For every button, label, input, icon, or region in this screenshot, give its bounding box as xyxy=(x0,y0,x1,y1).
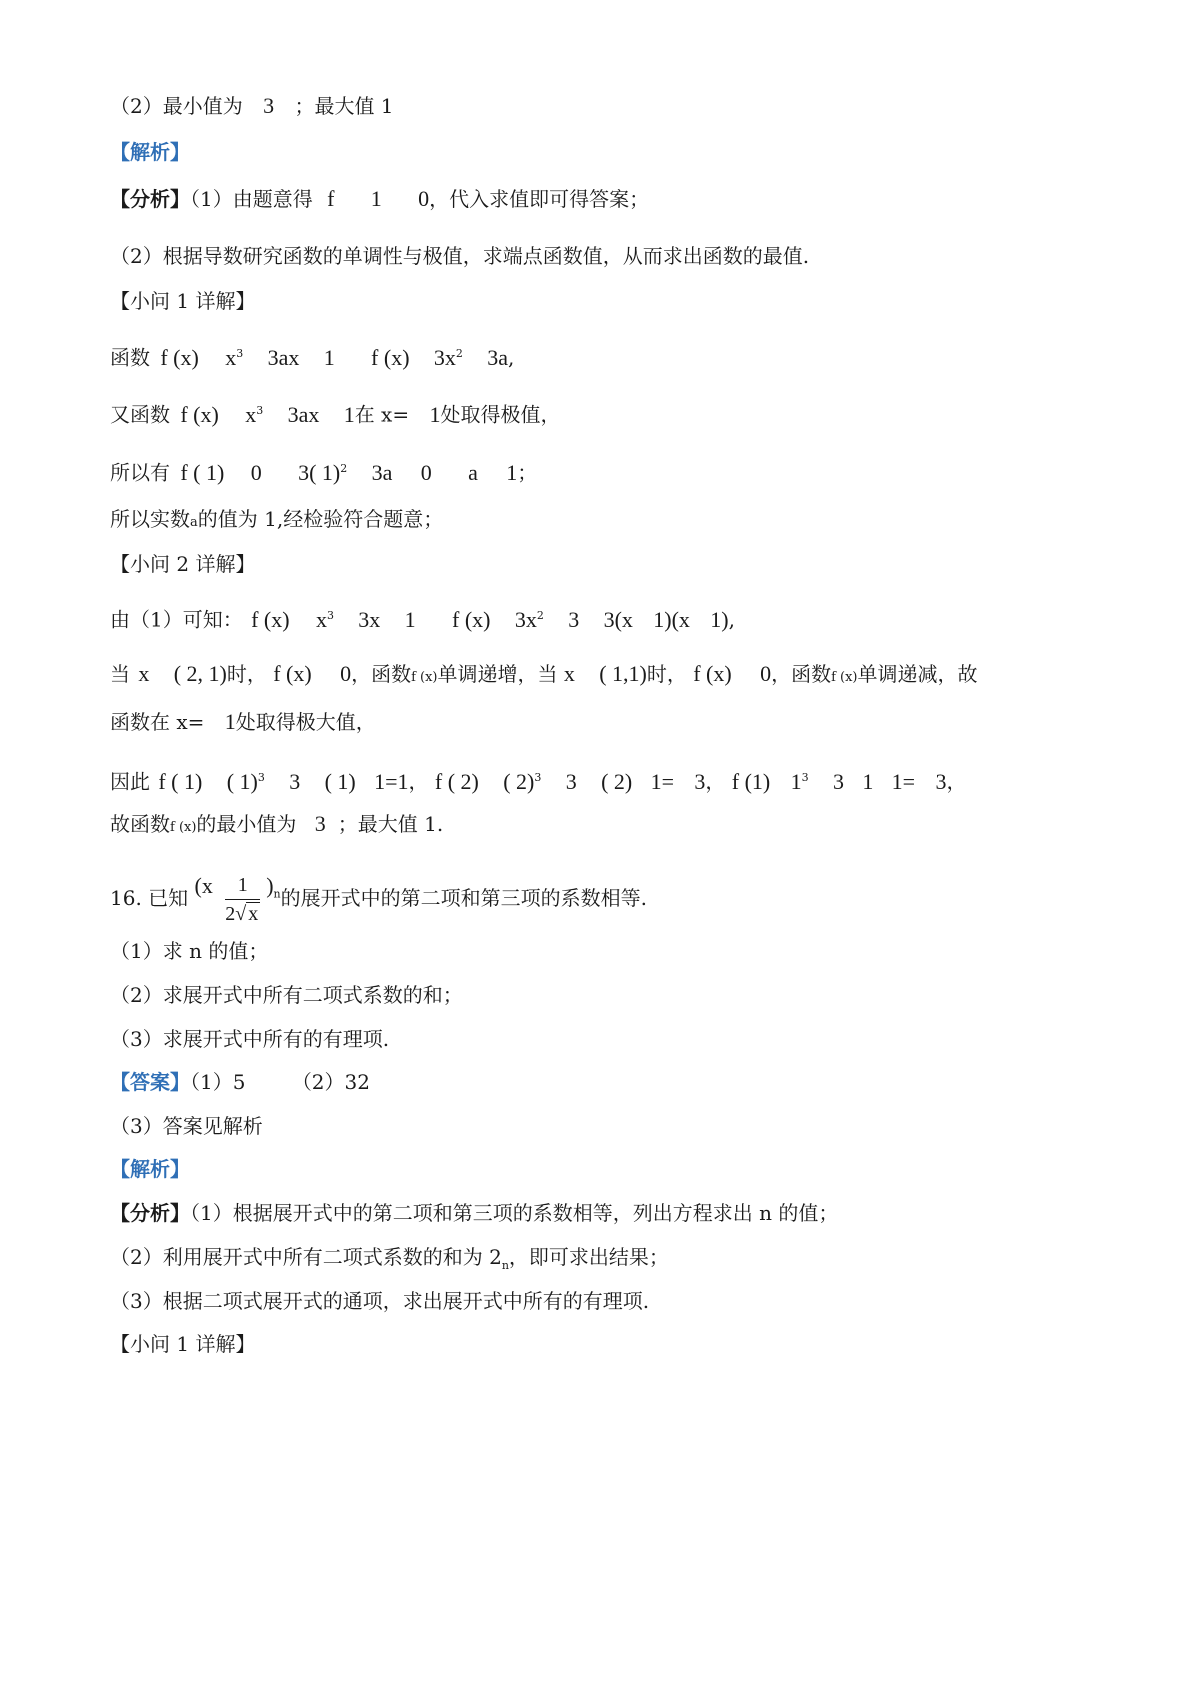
subq2-heading: 【小问 2 详解】 xyxy=(110,552,256,576)
sqrt-icon: √ xyxy=(235,903,247,925)
analysis-line-1: 【分析】（1）由题意得 f 1 0，代入求值即可得答案； xyxy=(110,186,650,211)
solution-line-1: 函数 f (x) $x^3$ 3ax 1 f (x) $3x^2$ 3a, xyxy=(110,344,515,370)
analysis2-line-2: （2）利用展开式中所有二项式系数的和为 $2_n$，即可求出结果； xyxy=(110,1245,669,1272)
problem-16: 16. 已知 (x $\frac{1}{2√ x}$ )$^n$的展开式中的第二项和第三项的系数相等. xyxy=(110,873,647,925)
solution2-line-5: 故函数f (x)的最小值为 3 ；最大值 1. xyxy=(110,811,444,836)
analysis-line-2: （2）根据导数研究函数的单调性与极值，求端点函数值，从而求出函数的最值. xyxy=(110,244,810,268)
question-1: （1）求 n 的值； xyxy=(110,939,269,963)
analysis2-line-3: （3）根据二项式展开式的通项，求出展开式中所有的有理项. xyxy=(110,1289,650,1313)
solution-line-3: 所以有 f ( 1) 0 3( 1)$^2$ 3a 0 a 1； xyxy=(110,459,538,485)
analysis2-line-1: 【分析】（1）根据展开式中的第二项和第三项的系数相等，列出方程求出 n 的值； xyxy=(110,1201,839,1225)
solution-line-2: 又函数 f (x) $x^3$ 3ax 1在 x= 1处取得极值， xyxy=(110,401,561,427)
solution2-line-1: 由（1）可知： f (x) $x^3$ 3x 1 f (x) $3x^2$ 3 3(x 1)(x 1), xyxy=(110,606,735,632)
solution2-line-3: 函数在 x= 1处取得极大值， xyxy=(110,709,376,734)
analysis-heading: 【解析】 xyxy=(110,140,190,164)
fraction: $\frac{1}{2√ x}$ xyxy=(225,874,259,925)
subq1-heading-2: 【小问 1 详解】 xyxy=(110,1332,256,1356)
question-2: （2）求展开式中所有二项式系数的和； xyxy=(110,983,463,1007)
analysis-heading-2: 【解析】 xyxy=(110,1157,190,1181)
solution2-line-2: 当 x ( 2, 1)时， f (x) 0，函数f (x)单调递增，当 x ( 1,1)时， f (x) 0，函数f (x)单调递减，故 xyxy=(110,661,978,686)
subq1-heading: 【小问 1 详解】 xyxy=(110,289,256,313)
solution-line-4: 所以实数a的值为 1,经检验符合题意； xyxy=(110,507,444,531)
answer-line-3: （3）答案见解析 xyxy=(110,1114,263,1138)
solution2-line-4: 因此 f ( 1) ( 1)$^3$ 3 ( 1) 1=1， f ( 2) ( 2)$^3$ 3 ( 2) 1= 3， f (1) $1^3$ 3 1 1= 3， xyxy=(110,768,967,794)
answer-line: 【答案】（1）5 （2）32 xyxy=(110,1070,370,1094)
answer-line-2: （2）最小值为 3 ；最大值 1 xyxy=(110,93,394,118)
question-3: （3）求展开式中所有的有理项. xyxy=(110,1027,390,1051)
